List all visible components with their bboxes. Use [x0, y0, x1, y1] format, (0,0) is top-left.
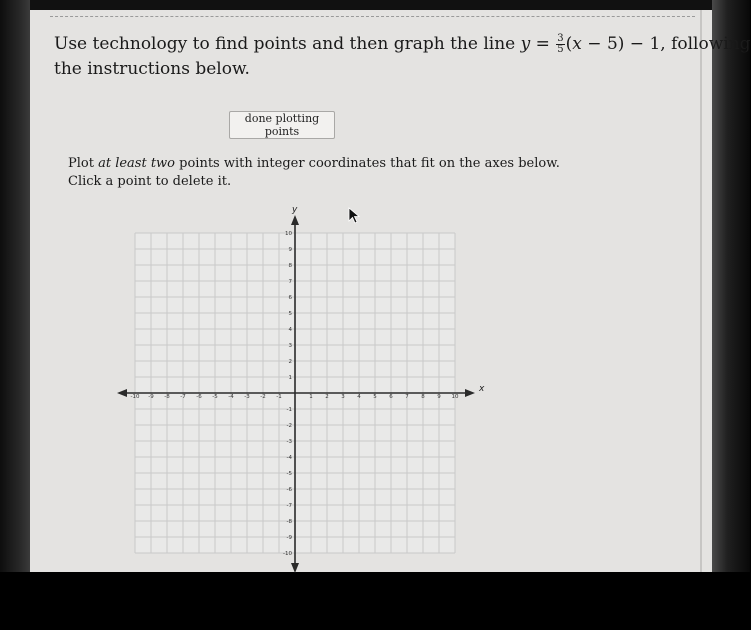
y-axis-label: y: [292, 205, 298, 215]
y-tick-label: -4: [286, 455, 292, 461]
y-tick-label: -6: [286, 487, 292, 493]
instructions-line-1: [68, 155, 588, 173]
fraction-numerator: 3: [557, 33, 564, 44]
x-tick-label: 4: [357, 394, 361, 400]
y-tick-label: 7: [288, 279, 292, 285]
y-tick-label: 9: [288, 247, 292, 253]
top-bezel: [30, 0, 712, 10]
x-tick-label: 3: [341, 394, 345, 400]
x-tick-label: 8: [421, 394, 425, 400]
y-tick-label: -7: [286, 503, 292, 509]
instructions: [68, 155, 588, 191]
right-bezel: [712, 0, 750, 572]
y-tick-label: -3: [286, 439, 292, 445]
x-variable: x: [572, 34, 582, 54]
question-panel: [30, 10, 751, 572]
expression-rest: − 5) − 1, following: [581, 34, 751, 54]
x-tick-label: -6: [196, 394, 202, 400]
y-tick-label: 4: [288, 327, 292, 333]
y-tick-label: -5: [286, 471, 292, 477]
y-variable: y: [520, 34, 531, 54]
slope-fraction: [556, 34, 564, 55]
y-tick-label: 8: [288, 263, 292, 269]
x-tick-label: -7: [180, 394, 186, 400]
x-tick-label: 6: [389, 394, 393, 400]
coordinate-plane[interactable]: [110, 205, 490, 572]
panel-edge: [700, 10, 702, 572]
y-tick-label: -2: [286, 423, 292, 429]
graph-svg[interactable]: [110, 205, 490, 572]
paren-open: (: [565, 34, 573, 54]
y-tick-label: 5: [288, 311, 292, 317]
x-tick-label: -1: [276, 394, 282, 400]
x-tick-label: -8: [164, 394, 170, 400]
x-axis-left-arrow-icon: [117, 389, 127, 397]
question-prefix: Use technology to find points and then graph the line: [54, 34, 521, 54]
x-tick-label: 1: [309, 394, 313, 400]
y-tick-label: 3: [288, 343, 292, 349]
y-tick-label: -9: [286, 535, 292, 541]
x-tick-label: -10: [130, 394, 140, 400]
y-tick-label: -10: [283, 551, 292, 557]
x-tick-label: -5: [212, 394, 218, 400]
x-axis-right-arrow-icon: [465, 389, 475, 397]
instructions-text-a: Plot: [68, 156, 99, 171]
mouse-cursor-icon: [348, 207, 362, 225]
y-tick-label: -8: [286, 519, 292, 525]
instructions-line-2: Click a point to delete it.: [68, 174, 232, 189]
x-tick-label: -4: [228, 394, 234, 400]
y-tick-label: -1: [286, 407, 292, 413]
question-line-1: [54, 32, 751, 57]
y-tick-label: 1: [288, 375, 292, 381]
x-tick-label: -2: [260, 394, 266, 400]
fraction-denominator: 5: [557, 44, 564, 55]
y-tick-label: 2: [288, 359, 292, 365]
x-axis-label: x: [479, 384, 485, 394]
x-tick-label: 10: [451, 394, 459, 400]
x-tick-label: 7: [405, 394, 409, 400]
done-plotting-button[interactable]: done plotting points: [229, 111, 335, 139]
y-axis-up-arrow-icon: [291, 215, 299, 225]
x-tick-label: 2: [325, 394, 329, 400]
equals-sign: =: [530, 34, 556, 54]
x-tick-label: -3: [244, 394, 250, 400]
x-tick-label: -9: [148, 394, 154, 400]
x-tick-label: 9: [437, 394, 441, 400]
instructions-emphasis: at least two: [98, 156, 176, 171]
question-line-2: the instructions below.: [54, 59, 250, 79]
y-tick-label: 6: [288, 295, 292, 301]
x-tick-label: 5: [373, 394, 377, 400]
instructions-text-b: points with integer coordinates that fit on the axes below.: [175, 156, 560, 171]
question-text: [54, 32, 751, 82]
top-divider: [50, 16, 695, 17]
y-tick-label: 10: [285, 231, 292, 237]
y-axis-down-arrow-icon: [291, 563, 299, 573]
left-bezel: [0, 0, 30, 572]
